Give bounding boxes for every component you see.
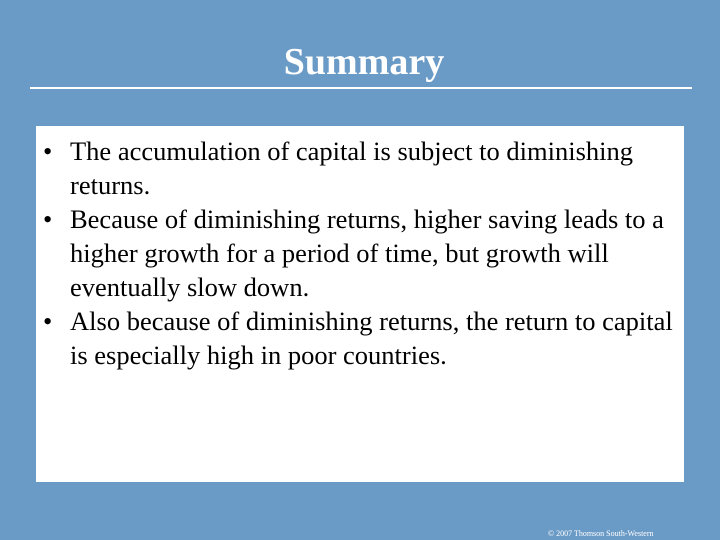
bullet-text: Also because of diminishing returns, the return to capital is especially high in poor countries. (70, 306, 673, 370)
bullet-marker: • (43, 136, 53, 166)
bullet-text: The accumulation of capital is subject to diminishing returns. (70, 136, 633, 200)
bullet-list (36, 134, 684, 372)
bullet-item-capital-accumulation (36, 134, 684, 202)
bullet-item-return-to-capital (36, 304, 684, 372)
slide-title: Summary (283, 41, 445, 83)
content-panel (36, 126, 684, 482)
title-underline (30, 87, 692, 89)
copyright-notice: © 2007 Thomson South-Western (548, 529, 654, 538)
bullet-marker: • (43, 306, 53, 336)
bullet-marker: • (43, 204, 53, 234)
bullet-item-higher-saving (36, 202, 684, 304)
bullet-text: Because of diminishing returns, higher saving leads to a higher growth for a period of time, but growth will eventually slow down. (70, 204, 664, 302)
